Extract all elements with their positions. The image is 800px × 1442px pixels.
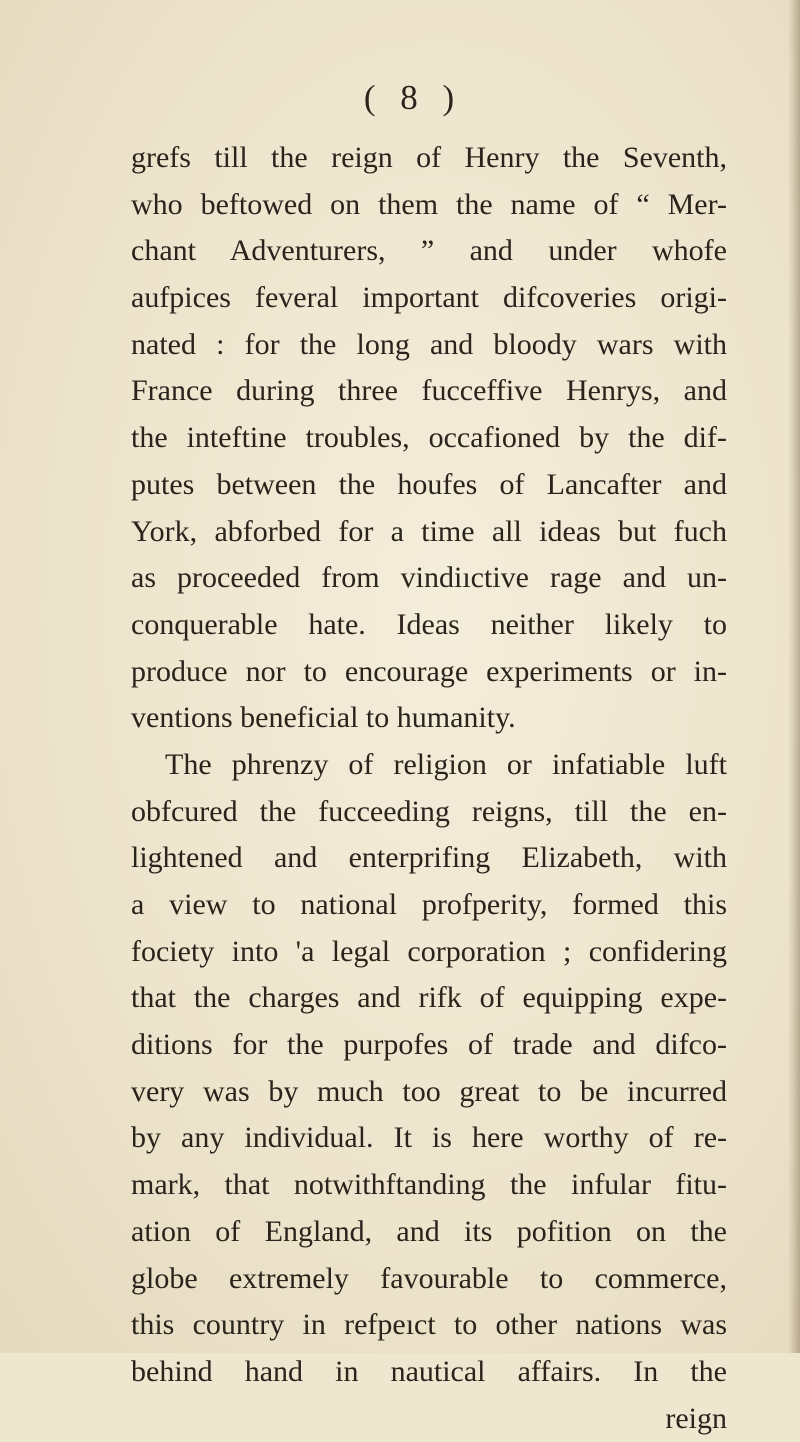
- text-line: produce nor to encourage experiments or in-: [131, 654, 727, 688]
- page-number-header: ( 8 ): [363, 78, 463, 117]
- text-line: France during three fucceffive Henrys, and: [131, 374, 727, 408]
- text-line: York, abforbed for a time all ideas but fuch: [131, 514, 727, 548]
- paragraph-start-line: The phrenzy of religion or infatiable luft: [165, 747, 727, 781]
- text-line: aufpices feveral important difcoveries origi-: [131, 281, 727, 315]
- text-line: the inteftine troubles, occafioned by the dif-: [131, 421, 727, 455]
- text-line: mark, that notwithftanding the infular fitu-: [131, 1168, 727, 1202]
- text-line: as proceeded from vindiıctive rage and un-: [131, 561, 727, 595]
- body-text: [131, 135, 727, 1442]
- text-line: globe extremely favourable to commerce,: [131, 1261, 727, 1295]
- text-line: very was by much too great to be incurred: [131, 1074, 727, 1108]
- text-line: putes between the houfes of Lancafter and: [131, 467, 727, 501]
- text-line: fociety into 'a legal corporation ; confidering: [131, 934, 727, 968]
- text-line: who beftowed on them the name of “ Mer-: [131, 187, 727, 221]
- text-line: obfcured the fucceeding reigns, till the en-: [131, 794, 727, 828]
- text-line: that the charges and rifk of equipping expe-: [131, 981, 727, 1015]
- text-line: lightened and enterprifing Elizabeth, with: [131, 841, 727, 875]
- text-line: chant Adventurers, ” and under whofe: [131, 234, 727, 268]
- text-line: conquerable hate. Ideas neither likely to: [131, 607, 727, 641]
- catchword: reign: [665, 1401, 727, 1435]
- text-line: behind hand in nautical affairs. In the: [131, 1354, 727, 1388]
- paragraph-end-line: ventions beneficial to humanity.: [131, 701, 516, 735]
- page-edge-shadow: [788, 0, 800, 1353]
- text-line: ditions for the purpofes of trade and difco-: [131, 1028, 727, 1062]
- text-line: a view to national profperity, formed this: [131, 888, 727, 921]
- text-line: this country in refpeıct to other nations was: [131, 1308, 727, 1342]
- text-line: grefs till the reign of Henry the Seventh,: [131, 141, 727, 174]
- text-line: by any individual. It is here worthy of re-: [131, 1121, 727, 1155]
- text-line: nated : for the long and bloody wars with: [131, 327, 727, 361]
- text-line: ation of England, and its pofition on the: [131, 1214, 727, 1248]
